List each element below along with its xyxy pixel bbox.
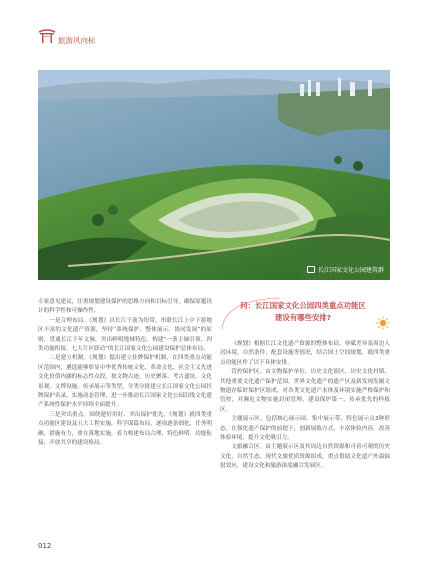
caption-text: 长江国家文化公园建筑群 <box>317 267 384 274</box>
paragraph: 一是合理布局。《规划》以长江干流为纽带，串联长江上中下游地区丰富的文化遗产资源，坚持“系统保护、整体展示、协同发展”的原则，贯通长江千年文脉，突出鲜明地域特色，构建“一条主轴引领、四类功能衔接、七大片区联动”的长江国家文化公园建设保护总体布局。 <box>38 317 212 353</box>
sun-icon <box>376 316 390 330</box>
aerial-park-image <box>38 70 390 280</box>
paragraph: 三是突出重点。围绕建好用好、突出保护优先，《规划》就四类重点功能区建设及五大工程实施，科学谋篇布局，逐项逐条细化，任务明确，措施有力，重在落地实施，着力构建布局合理、特色鲜明、功能衔接、开放共享的建设格局。 <box>38 411 212 447</box>
photo-caption <box>307 265 384 274</box>
section-label: 旅游风向标 <box>58 36 96 45</box>
question-line-2: 建设有哪些安排? <box>274 313 332 322</box>
paragraph: 二是建立机制。《规划》提出建立挂牌保护机制，在四类重点功能区范围内，遴选能够彰显中华优秀传统文化、革命文化、社会主义先进文化价值内涵的标志性点段，按文物古迹、历史聚落、考古遗址、文化景观、文博设施、传承展示等类型，分类分批建立长江国家文化公园挂牌保护名录，实施动态管理，进一步推动长江国家文化公园沿线文化遗产系统性保护水平持续全面提升。 <box>38 355 212 409</box>
question-heading <box>220 296 390 332</box>
aerial-photo <box>38 70 390 280</box>
paragraph: 专家意见建议，注重规划建设保护的思路方向和目标引导，确保原题设计的科学性和可操作性。 <box>38 299 212 315</box>
paragraph: 《规划》根据长江文化遗产资源的整体布局、禀赋差异及周边人居环境、自然条件、配套设施等情况，结合国土空间规划，就四类重点功能区作了以下具体安排。 <box>220 341 390 366</box>
question-text <box>228 300 378 324</box>
page-number: 012 <box>38 542 52 550</box>
paragraph: 文旅融合区。由主题展示区及其周边自然资源和可看可观的历史文化、自然生态、现代文旅优质资源组成，重点借助文化遗产外溢辐射效应，建设文化和旅游深度融合发展区。 <box>220 444 390 470</box>
camera-icon <box>307 266 315 273</box>
right-column <box>220 340 390 472</box>
left-column <box>38 298 212 449</box>
chinese-gate-icon <box>38 28 56 44</box>
question-line-1: 问：长江国家文化公园四类重点功能区 <box>240 301 366 310</box>
paragraph: 管控保护区。由文物保护单位、历史文化街区、历史文化村镇、其他重要文化遗产保护范围，世界文化遗产的遗产区及新发现发掘文物遗存临时保护区组成，对各类文化遗产本体及环境实施严格保护和管控，对濒危文物实施封闭管理，建设保护第一、传承优先的样板区。 <box>220 369 390 413</box>
paragraph: 主题展示区。包括核心展示园、集中展示带、特色展示点3种形态。在强化遗产保护的前提下，创新展陈方式，丰富体验内容，改善体验环境，提升文化吸引力。 <box>220 416 390 442</box>
